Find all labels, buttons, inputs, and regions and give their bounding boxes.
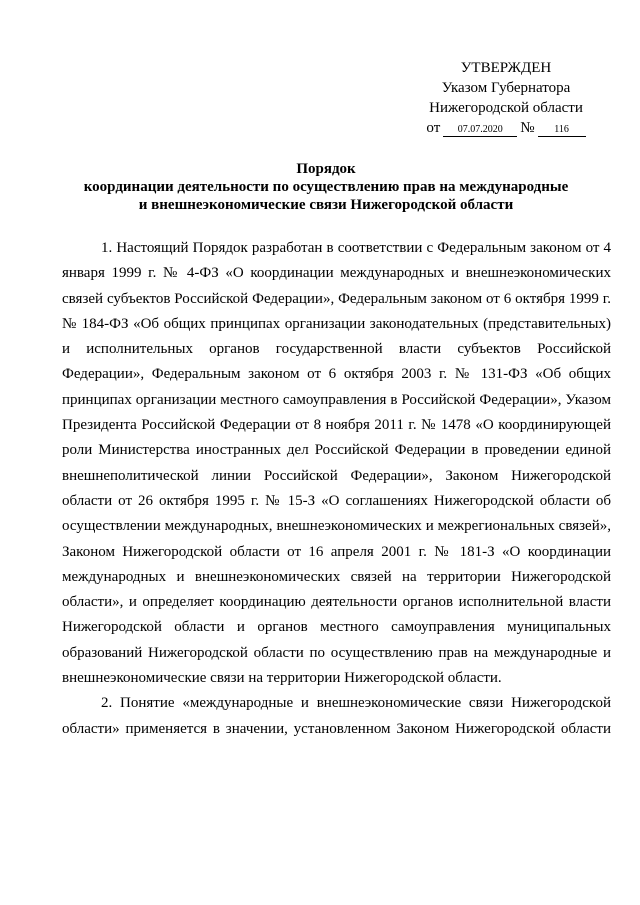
title-line-2: координации деятельности по осуществлению прав на международные — [83, 179, 569, 195]
paragraph-2: 2. Понятие «международные и внешнеэкономические связи Нижегородской области» применяется в значении, установленном Законом Нижегородской области — [62, 695, 611, 737]
document-title — [60, 160, 592, 214]
title-line-1: Порядок — [296, 161, 356, 177]
approval-number-label: № — [520, 120, 535, 136]
approval-date: 07.07.2020 — [443, 124, 517, 137]
document-body — [62, 236, 611, 742]
approval-status: УТВЕРЖДЕН — [460, 60, 552, 76]
title-line-3: и внешнеэкономические связи Нижегородской области — [138, 197, 514, 213]
approval-decree-line: Указом Губернатора — [441, 80, 571, 96]
paragraph-1: 1. Настоящий Порядок разработан в соответствии с Федеральным законом от 4 января 1999 г. № 4-ФЗ «О координации международных и внешнеэкономических связей субъектов Российской Федерации», Федеральным законом от 6 октября 1999 г. № 184-ФЗ «Об общих принципах организации законодательных (представительных) и исполнительных органов государственной власти субъектов Российской Федерации», Федеральным законом от 6 октября 2003 г. № 131-ФЗ «Об общих принципах организации местного самоуправления в Российской Федерации», Указом Президента Российской Федерации от 8 ноября 2011 г. № 1478 «О координирующей роли Министерства иностранных дел Российской Федерации в проведении единой внешнеполитической линии Российской Федерации», Законом Нижегородской области от 26 октября 1995 г. № 15-З «О соглашениях Нижегородской области об осуществлении международных, внешнеэкономических и межрегиональных связей», Законом Нижегородской области от 16 апреля 2001 г. № 181-З «О координации международных и внешнеэкономических связей на территории Нижегородской области», и определяет координацию деятельности органов исполнительной власти Нижегородской области и органов местного самоуправления муниципальных образований Нижегородской области по осуществлению прав на международные и внешнеэкономические связи на территории Нижегородской области. — [62, 240, 611, 687]
approval-date-number-line — [420, 118, 592, 138]
approval-number: 116 — [538, 124, 586, 137]
approval-region-line: Нижегородской области — [429, 100, 583, 116]
approval-block — [420, 58, 592, 138]
approval-from-label: от — [426, 120, 441, 136]
